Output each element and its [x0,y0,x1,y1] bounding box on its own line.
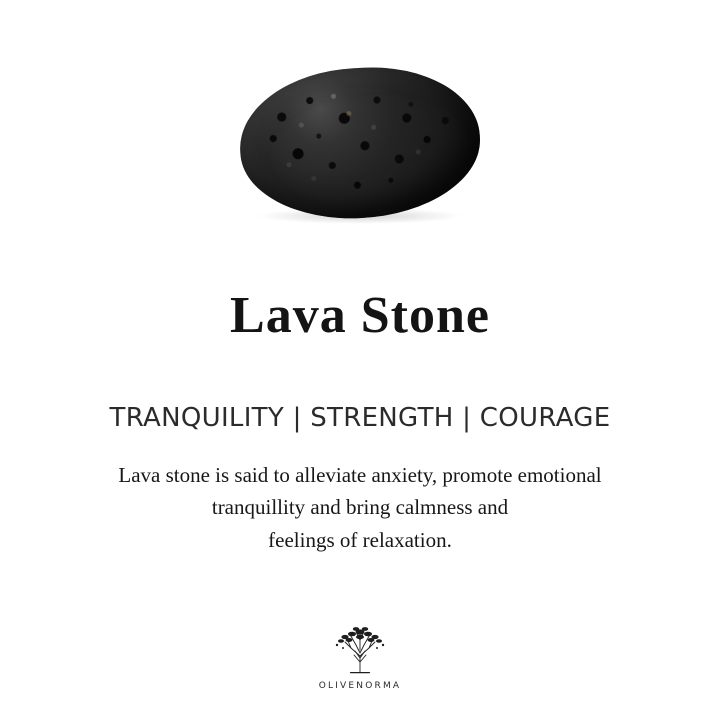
brand-logo [0,622,720,691]
description-line: Lava stone is said to alleviate anxiety, promote emotional [118,462,602,487]
description-line: feelings of relaxation. [268,527,452,552]
stone-shadow [256,208,464,224]
brand-name: OLIVENORMA [318,681,402,691]
tree-icon [327,622,393,676]
product-attributes: TRANQUILITY | STRENGTH | COURAGE [109,402,611,433]
lava-stone-image [240,68,480,218]
page-title: Lava Stone [230,287,490,344]
description-line: tranquillity and bring calmness and [211,495,509,520]
lava-stone-shape [236,62,484,224]
product-description [40,459,680,557]
